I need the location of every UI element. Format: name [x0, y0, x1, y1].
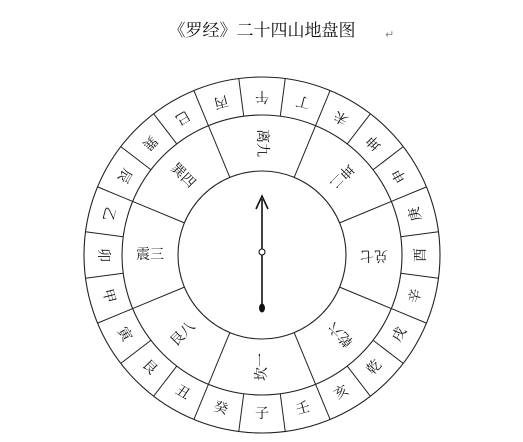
mountain-label: 子: [255, 406, 269, 422]
mountain-divider: [391, 309, 426, 324]
mountain-label: 甲: [98, 287, 118, 305]
trigram-label: 坎一: [254, 353, 270, 381]
mountain-divider: [194, 384, 209, 419]
mountain-divider: [86, 232, 124, 237]
mountain-label: 戌: [389, 324, 411, 345]
mountain-divider: [373, 340, 403, 363]
mountain-label: 卯: [95, 248, 111, 262]
mountain-label: 亥: [331, 382, 352, 404]
mountain-label: 巽: [138, 131, 161, 154]
trigram-divider: [294, 333, 315, 385]
mountain-divider: [239, 394, 244, 432]
mountain-label: 乙: [98, 205, 118, 223]
mountain-divider: [239, 79, 244, 117]
trigram-divider: [340, 287, 392, 308]
mountain-divider: [154, 366, 177, 396]
mountain-divider: [401, 273, 439, 278]
mountain-divider: [280, 394, 285, 432]
mountain-divider: [316, 91, 331, 126]
trigram-label: 乾六: [325, 318, 357, 350]
mountain-label: 申: [389, 165, 411, 186]
paragraph-mark-icon: ↵: [385, 28, 395, 41]
mountain-label: 乾: [363, 356, 386, 379]
mountain-label: 酉: [413, 248, 429, 262]
mountain-divider: [347, 114, 370, 144]
mountain-divider: [401, 232, 439, 237]
trigram-label: 艮八: [167, 318, 199, 350]
trigram-divider: [133, 287, 185, 308]
mountain-divider: [316, 384, 331, 419]
trigram-divider: [133, 201, 185, 222]
page-title: 《罗经》二十四山地盘图: [168, 21, 356, 41]
mountain-divider: [391, 187, 426, 202]
mountain-divider: [98, 309, 133, 324]
trigram-divider: [294, 126, 315, 178]
mountain-label: 未: [331, 106, 352, 128]
mountain-label: 庚: [406, 205, 426, 223]
mountain-divider: [194, 91, 209, 126]
trigram-divider: [208, 333, 229, 385]
mountain-divider: [280, 79, 285, 117]
mountain-label: 寅: [113, 324, 135, 345]
mountain-label: 坤: [363, 131, 386, 154]
mountain-label: 巳: [172, 106, 193, 128]
mountain-label: 辰: [113, 165, 135, 186]
mountain-label: 壬: [294, 399, 312, 419]
trigram-label: 离九: [254, 129, 270, 157]
mountain-label: 癸: [212, 399, 230, 419]
mountain-label: 午: [255, 88, 269, 104]
mountain-label: 辛: [406, 287, 426, 305]
compass-needle: [256, 196, 268, 313]
needle-pivot: [259, 249, 265, 255]
mountain-label: 丑: [172, 382, 193, 404]
trigram-divider: [340, 201, 392, 222]
trigram-label: 巽四: [167, 160, 199, 192]
trigram-divider: [208, 126, 229, 178]
mountain-label: 艮: [138, 356, 161, 379]
mountain-divider: [86, 273, 124, 278]
trigram-label: 震三: [136, 247, 164, 263]
mountain-label: 丁: [294, 91, 312, 111]
mountain-divider: [98, 187, 133, 202]
mountain-divider: [121, 147, 151, 170]
mountain-label: 丙: [212, 91, 230, 111]
trigram-label: 兑七: [360, 247, 388, 263]
needle-south-weight: [259, 304, 265, 313]
trigram-label: 坤二: [325, 160, 357, 192]
